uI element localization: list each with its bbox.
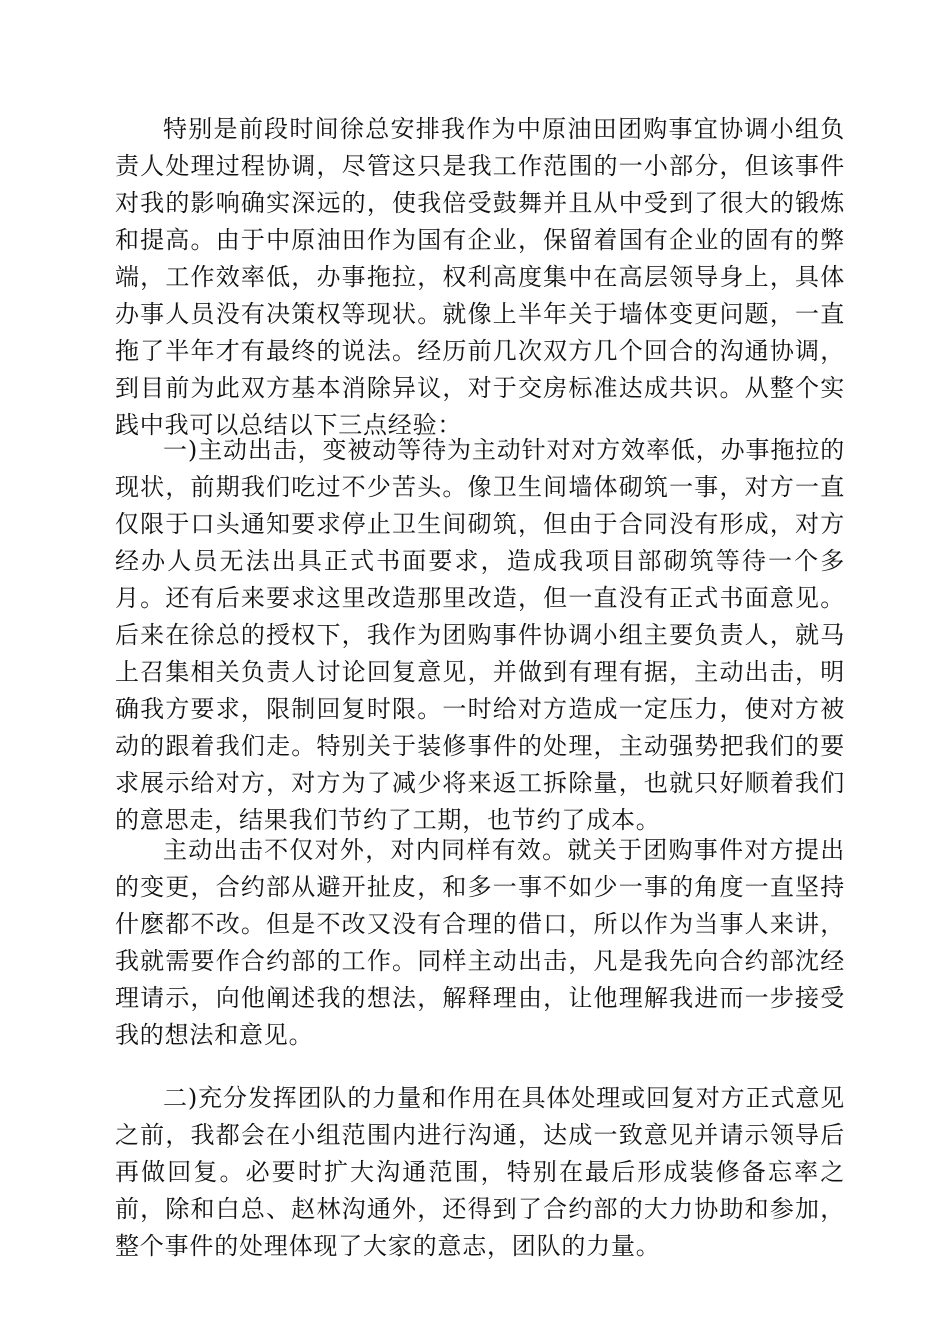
paragraph-3: 主动出击不仅对外，对内同样有效。就关于团购事件对方提出的变更，合约部从避开扯皮，和多一事不如少一事的角度一直坚持什麽都不改。但是不改又没有合理的借口，所以作为当事人来讲，我就需要作合约部的工作。同样主动出击，凡是我先向合约部沈经理请示，向他阐述我的想法，解释理由，让他理解我进而一步接受我的想法和意见。 xyxy=(115,836,845,1049)
paragraph-4: 二)充分发挥团队的力量和作用在具体处理或回复对方正式意见之前，我都会在小组范围内进行沟通，达成一致意见并请示领导后再做回复。必要时扩大沟通范围，特别在最后形成装修备忘率之前，除和白总、赵林沟通外，还得到了合约部的大力协助和参加，整个事件的处理体现了大家的意志，团队的力量。 xyxy=(115,1084,845,1260)
paragraph-2: 一)主动出击，变被动等待为主动针对对方效率低，办事拖拉的现状，前期我们吃过不少苦头。像卫生间墙体砌筑一事，对方一直仅限于口头通知要求停止卫生间砌筑，但由于合同没有形成，对方经办人员无法出具正式书面要求，造成我项目部砌筑等待一个多月。还有后来要求这里改造那里改造，但一直没有正式书面意见。后来在徐总的授权下，我作为团购事件协调小组主要负责人，就马上召集相关负责人讨论回复意见，并做到有理有据，主动出击，明确我方要求，限制回复时限。一时给对方造成一定压力，使对方被动的跟着我们走。特别关于装修事件的处理，主动强势把我们的要求展示给对方，对方为了减少将来返工拆除量，也就只好顺着我们的意思走，结果我们节约了工期，也节约了成本。 xyxy=(115,436,845,834)
paragraph-1: 特别是前段时间徐总安排我作为中原油田团购事宜协调小组负责人处理过程协调，尽管这只是我工作范围的一小部分，但该事件对我的影响确实深远的，使我倍受鼓舞并且从中受到了很大的锻炼和提高。由于中原油田作为国有企业，保留着国有企业的固有的弊端，工作效率低，办事拖拉，权利高度集中在高层领导身上，具体办事人员没有决策权等现状。就像上半年关于墙体变更问题，一直拖了半年才有最终的说法。经历前几次双方几个回合的沟通协调，到目前为此双方基本消除异议，对于交房标准达成共识。从整个实践中我可以总结以下三点经验： xyxy=(115,115,845,439)
